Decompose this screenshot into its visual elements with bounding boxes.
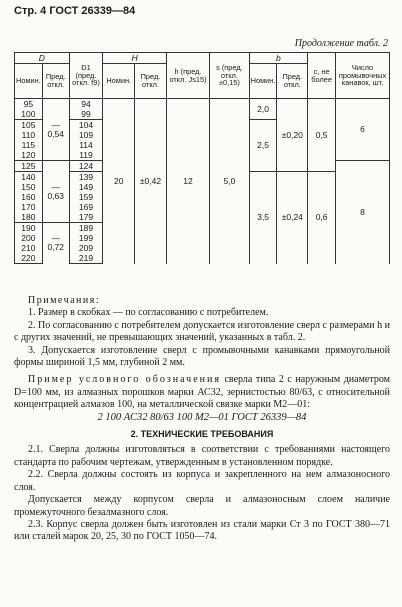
col-b-nominal: Номин. xyxy=(249,64,277,99)
table-row: 150 149 xyxy=(15,182,390,192)
notes-block xyxy=(14,295,390,544)
example-text: сверла типа 2 с наружным диаметром D=100 мм, из алмазных порошков марки АС32, зернистостью 80/63, с относительной концентрацией алмазов 100, на металлической связке марки М2—01: xyxy=(14,374,390,411)
col-D1: D1 (пред. откл. f9) xyxy=(69,53,103,99)
table-continuation-label: Продолжение табл. 2 xyxy=(294,38,388,49)
c-cell: 0,5 xyxy=(308,99,336,172)
col-D-nominal: Номин. xyxy=(15,64,43,99)
col-H: H xyxy=(103,53,167,64)
table-row: 125 —0,63 124 8 xyxy=(15,161,390,172)
col-s: s (пред. откл. ±0,15) xyxy=(210,53,249,99)
b-nominal-cell: 2,5 xyxy=(249,120,277,172)
h-dev-cell: ±0,42 xyxy=(135,99,167,264)
notes-title: Примечания: xyxy=(28,295,101,306)
col-b-dev: Пред. откл. xyxy=(277,64,308,99)
table-row: 200 199 xyxy=(15,233,390,243)
d-dev-cell: —0,72 xyxy=(42,223,69,264)
section-title: 2. ТЕХНИЧЕСКИЕ ТРЕБОВАНИЯ xyxy=(130,429,274,440)
table-row: 220 219 xyxy=(15,253,390,264)
note-item: 3. Допускается изготовление сверл с промывочными канавками прямоугольной формы шириной 1,5 мм, глубиной 2 мм. xyxy=(14,344,390,369)
col-h: h (пред. откл. Js15) xyxy=(166,53,209,99)
table-row: 105 104 2,5 xyxy=(15,120,390,131)
col-grooves: Число промывочных канавок, шт. xyxy=(336,53,390,99)
section-paragraph: Допускается между корпусом сверла и алмазоносным слоем наличие промежуточного безалмазного слоя. xyxy=(14,494,390,518)
section-paragraph: 2.1. Сверла должны изготовляться в соответствии с требованиями настоящего стандарта по рабочим чертежам, утвержденным в установленном порядке. xyxy=(14,444,390,468)
table-row: 120 119 xyxy=(15,150,390,161)
grooves-cell: 6 xyxy=(336,99,390,161)
b-nominal-cell: 3,5 xyxy=(249,172,277,264)
note-item: 1. Размер в скобках — по согласованию с потребителем. xyxy=(28,307,269,319)
designation-formula: 2 100 АС32 80/63 100 М2—01 ГОСТ 26339—84 xyxy=(97,411,307,423)
table-row: 190 —0,72 189 xyxy=(15,223,390,234)
section-paragraph: 2.2. Сверла должны состоять из корпуса и закрепленного на нем алмазоносного слоя. xyxy=(14,469,390,493)
dimensions-table xyxy=(14,52,390,264)
grooves-cell: 8 xyxy=(336,161,390,264)
s-cell: 5,0 xyxy=(210,99,249,264)
col-c: c, не более xyxy=(308,53,336,99)
table-row: 170 169 xyxy=(15,202,390,212)
h-cell: 12 xyxy=(166,99,209,264)
table-row: 180 179 xyxy=(15,212,390,223)
d-dev-cell: —0,63 xyxy=(42,161,69,223)
table-row: 160 159 xyxy=(15,192,390,202)
table-row: 110 109 xyxy=(15,130,390,140)
table-row: 210 209 xyxy=(15,243,390,253)
col-H-dev: Пред. откл. xyxy=(135,64,167,99)
col-b: b xyxy=(249,53,308,64)
d-dev-cell: —0,54 xyxy=(42,99,69,161)
h-nominal-cell: 20 xyxy=(103,99,135,264)
col-D: D xyxy=(15,53,70,64)
b-dev-cell: ±0,20 xyxy=(277,99,308,172)
note-item: 2. По согласованию с потребителем допускается изготовление сверл с размерами h и c других значений, не превышающих значений, указанных в табл. 2. xyxy=(14,319,390,344)
b-nominal-cell: 2,0 xyxy=(249,99,277,120)
table-row: 140 139 3,5 ±0,24 0,6 xyxy=(15,172,390,183)
table-row: 115 114 xyxy=(15,140,390,150)
table-row: 100 99 xyxy=(15,109,390,120)
example-lead: Пример условного обозначения xyxy=(28,374,221,386)
page-header: Стр. 4 ГОСТ 26339—84 xyxy=(14,5,136,17)
col-D-dev: Пред. откл. xyxy=(42,64,69,99)
col-H-nominal: Номин. xyxy=(103,64,135,99)
b-dev-cell: ±0,24 xyxy=(277,172,308,264)
c-cell: 0,6 xyxy=(308,172,336,264)
example-paragraph xyxy=(14,374,390,411)
table-row: 95 —0,54 94 20 ±0,42 12 5,0 2,0 ±0,20 0,5 6 xyxy=(15,99,390,110)
section-paragraph: 2.3. Корпус сверла должен быть изготовлен из стали марки Ст 3 по ГОСТ 380—71 или сталей марок 20, 25, 30 по ГОСТ 1050—74. xyxy=(14,518,390,543)
